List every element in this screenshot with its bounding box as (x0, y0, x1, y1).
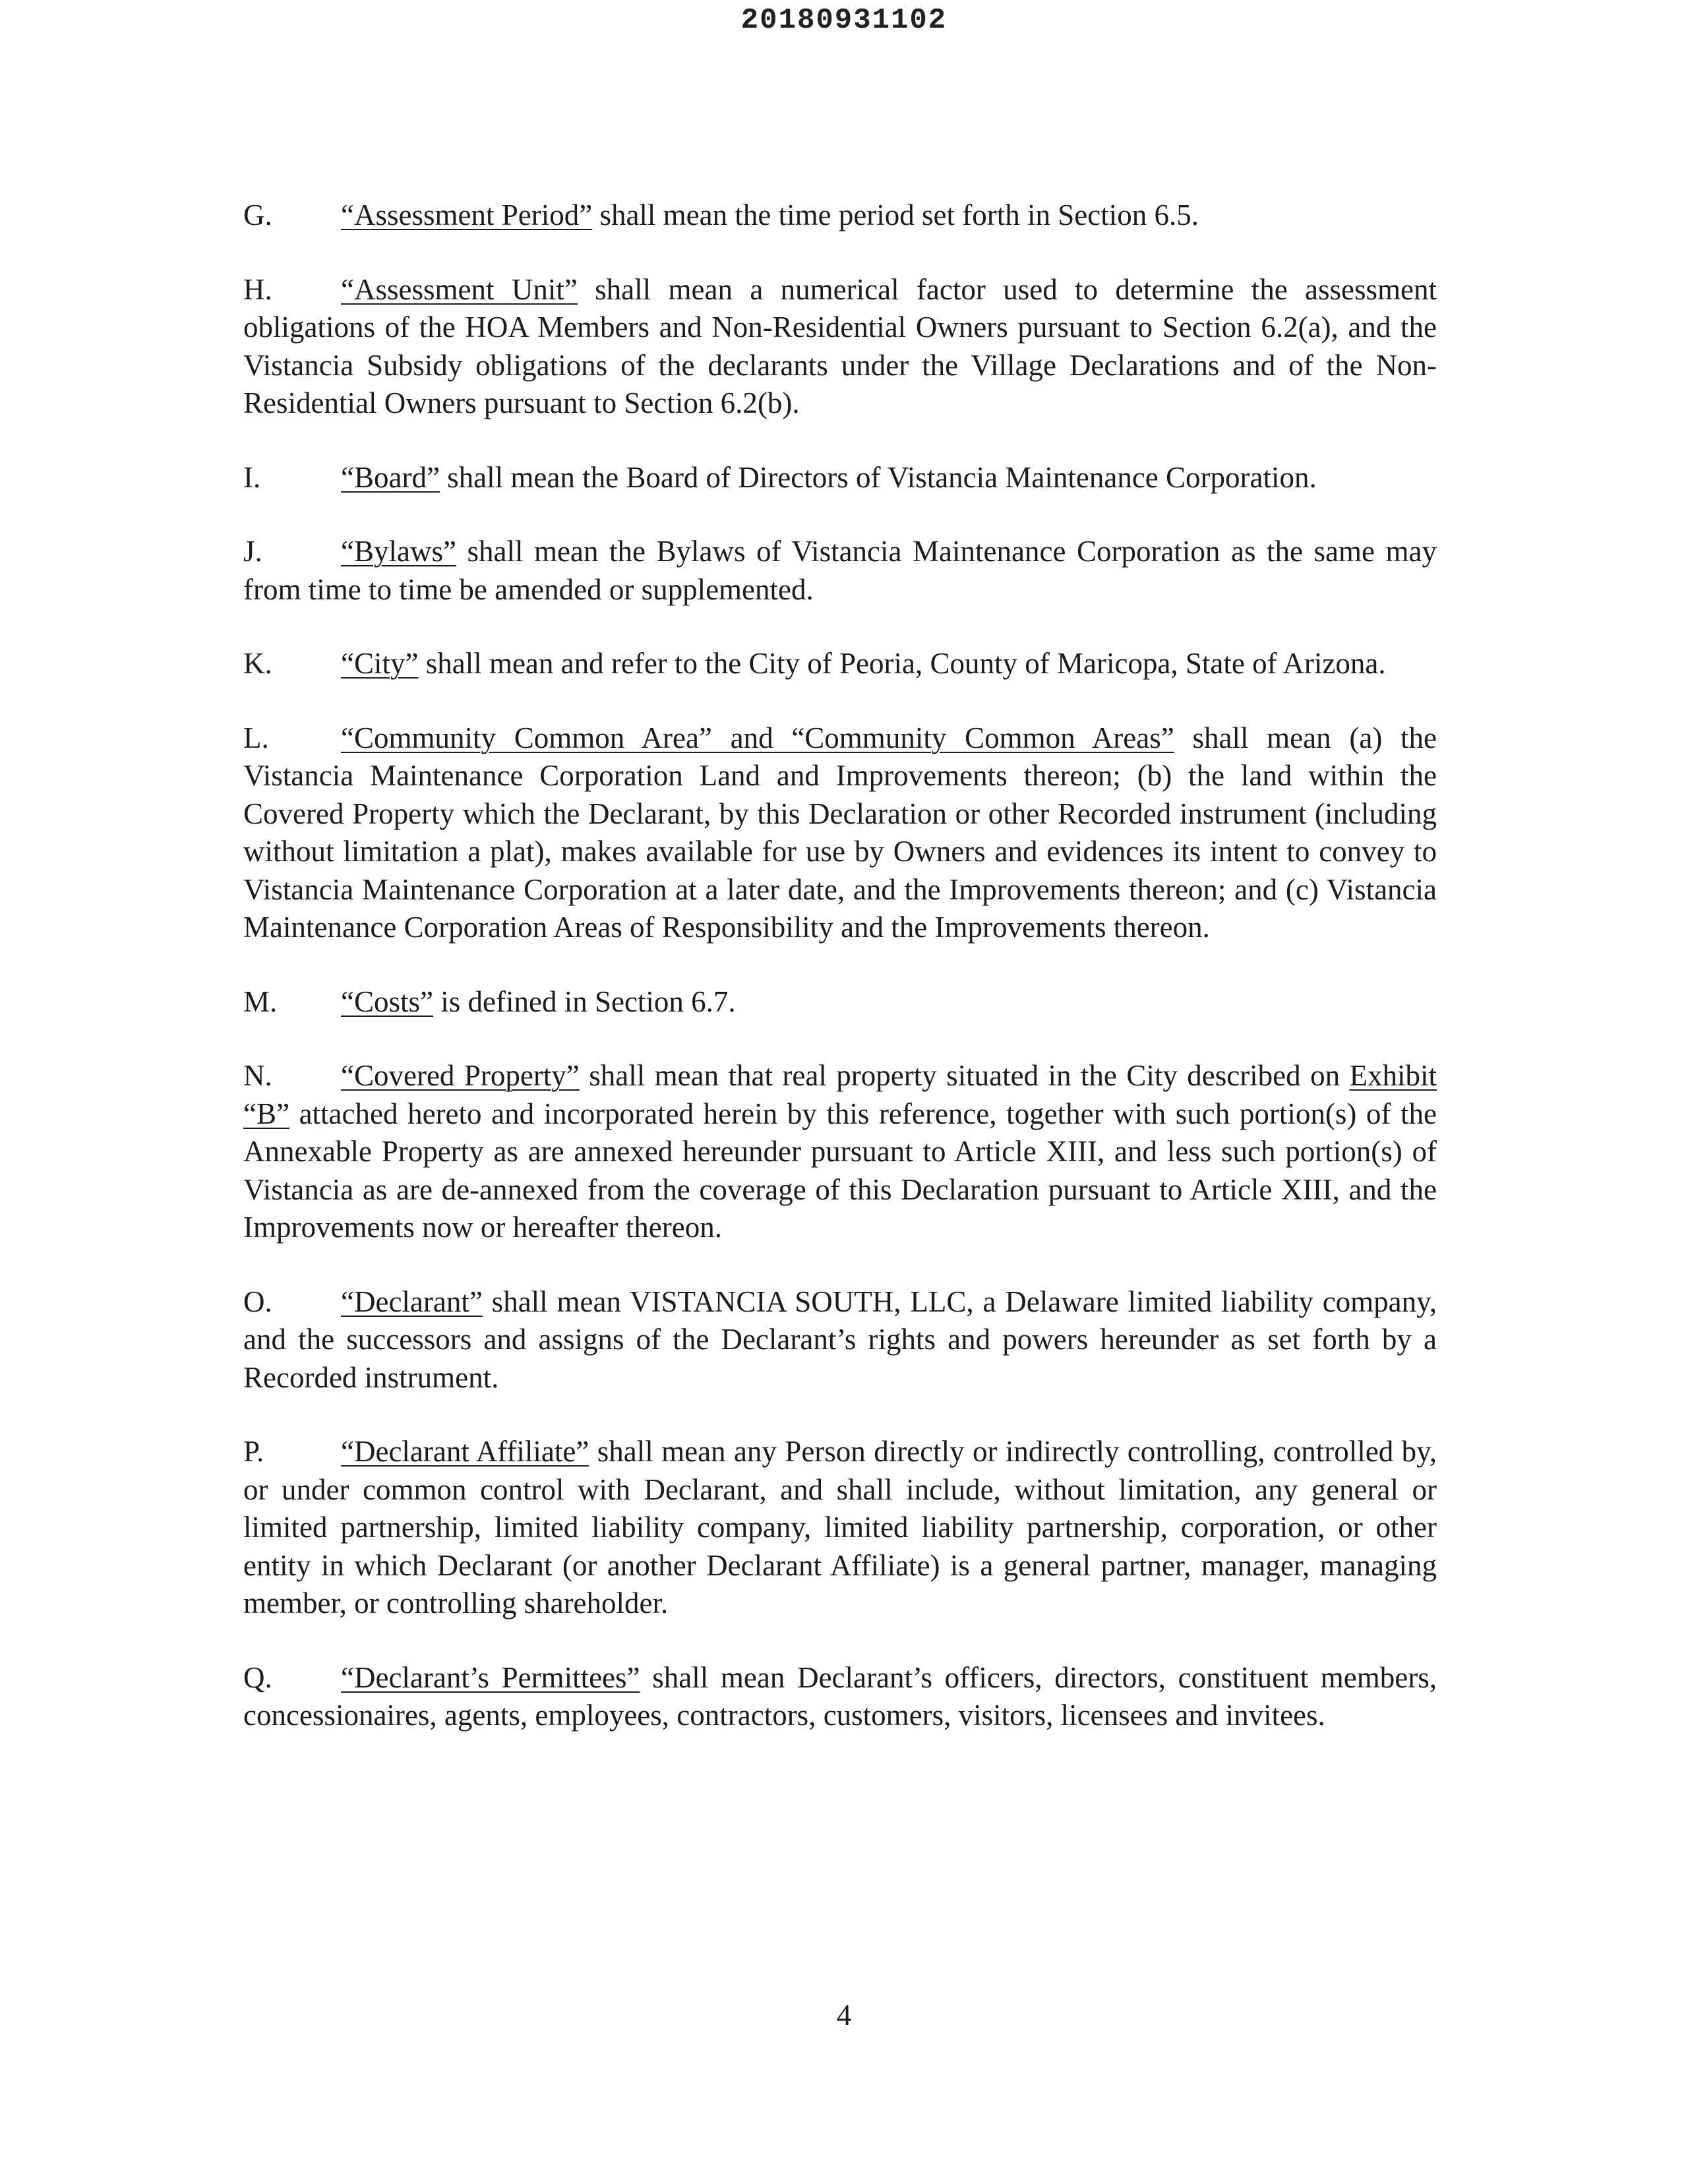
defined-term: “Bylaws” (341, 535, 456, 568)
defined-term: “Assessment Period” (341, 198, 593, 231)
definition-j (243, 533, 1437, 609)
page-number: 4 (836, 1999, 852, 2032)
exhibit-reference: Exhibit “B” (243, 1059, 1437, 1130)
definition-text: shall mean the time period set forth in Section 6.5. (592, 198, 1199, 231)
definition-text: shall mean the Board of Directors of Vistancia Maintenance Corporation. (439, 460, 1317, 494)
definitions-body (243, 197, 1437, 1771)
definition-letter: O. (243, 1285, 272, 1318)
definition-o (243, 1283, 1437, 1397)
definition-text: shall mean and refer to the City of Peoria, County of Maricopa, State of Arizona. (418, 647, 1386, 680)
definition-letter: H. (243, 272, 272, 306)
defined-term: “Declarant’s Permittees” (341, 1660, 640, 1694)
definition-g (243, 197, 1437, 235)
defined-term: “Declarant” (341, 1285, 483, 1318)
definition-text: shall mean Declarant’s officers, directors, constituent members, concessionaires, agents, employees, contractors, customers, visitors, licensees and invitees. (243, 1660, 1437, 1732)
definition-m (243, 983, 1437, 1021)
definition-letter: N. (243, 1059, 272, 1092)
definition-i (243, 459, 1437, 497)
definition-text: shall mean the Bylaws of Vistancia Maintenance Corporation as the same may from time to time be amended or supplemented. (243, 535, 1437, 606)
definition-h (243, 271, 1437, 423)
defined-term: “City” (341, 647, 419, 680)
defined-term: “Covered Property” (341, 1059, 580, 1092)
defined-term: “Declarant Affiliate” (341, 1435, 589, 1468)
definition-l (243, 719, 1437, 947)
definition-text: shall mean any Person directly or indirectly controlling, controlled by, or under common control with Declarant, and shall include, without limitation, any general or limited partnership, limited liability company, limited liability partnership, corporation, or other entity in which Declarant (or another Declarant Affiliate) is a general partner, manager, managing member, or controlling shareholder. (243, 1435, 1437, 1620)
definition-text: attached hereto and incorporated herein by this reference, together with such portion(s) of the Annexable Property as are annexed hereunder pursuant to Article XIII, and less such portion(s) of Vistancia as are de-annexed from the coverage of this Declaration pursuant to Article XIII, and the Improvements now or hereafter thereon. (243, 1097, 1437, 1244)
definition-q (243, 1659, 1437, 1735)
definition-text: shall mean a numerical factor used to determine the assessment obligations of the HOA Members and Non-Residential Owners pursuant to Section 6.2(a), and the Vistancia Subsidy obligations of the declarants under the Village Declarations and of the Non-Residential Owners pursuant to Section 6.2(b). (243, 272, 1437, 419)
definition-text: is defined in Section 6.7. (433, 985, 736, 1018)
defined-term: “Community Common Area” and “Community Common Areas” (341, 721, 1174, 754)
definition-letter: M. (243, 985, 278, 1018)
definition-text: shall mean VISTANCIA SOUTH, LLC, a Delaware limited liability company, and the successors and assigns of the Declarant’s rights and powers hereunder as set forth by a Recorded instrument. (243, 1285, 1437, 1394)
definition-letter: L. (243, 721, 269, 754)
definition-letter: I. (243, 460, 261, 494)
definition-letter: G. (243, 198, 272, 231)
definition-text-lead: shall mean that real property situated in the City described on (579, 1059, 1350, 1092)
defined-term: “Board” (341, 460, 440, 494)
definition-text: shall mean (a) the Vistancia Maintenance Corporation Land and Improvements thereon; (b) the land within the Covered Property which the Declarant, by this Declaration or other Recorded instrument (including without limitation a plat), makes available for use by Owners and evidences its intent to convey to Vistancia Maintenance Corporation at a later date, and the Improvements thereon; and (c) Vistancia Maintenance Corporation Areas of Responsibility and the Improvements thereon. (243, 721, 1437, 944)
definition-letter: Q. (243, 1660, 272, 1694)
definition-k (243, 645, 1437, 683)
definition-letter: P. (243, 1435, 264, 1468)
definition-p (243, 1433, 1437, 1623)
definition-letter: J. (243, 535, 262, 568)
defined-term: “Costs” (341, 985, 433, 1018)
definition-n (243, 1057, 1437, 1247)
recording-number: 20180931102 (740, 4, 948, 37)
definition-letter: K. (243, 647, 272, 680)
defined-term: “Assessment Unit” (341, 272, 578, 306)
